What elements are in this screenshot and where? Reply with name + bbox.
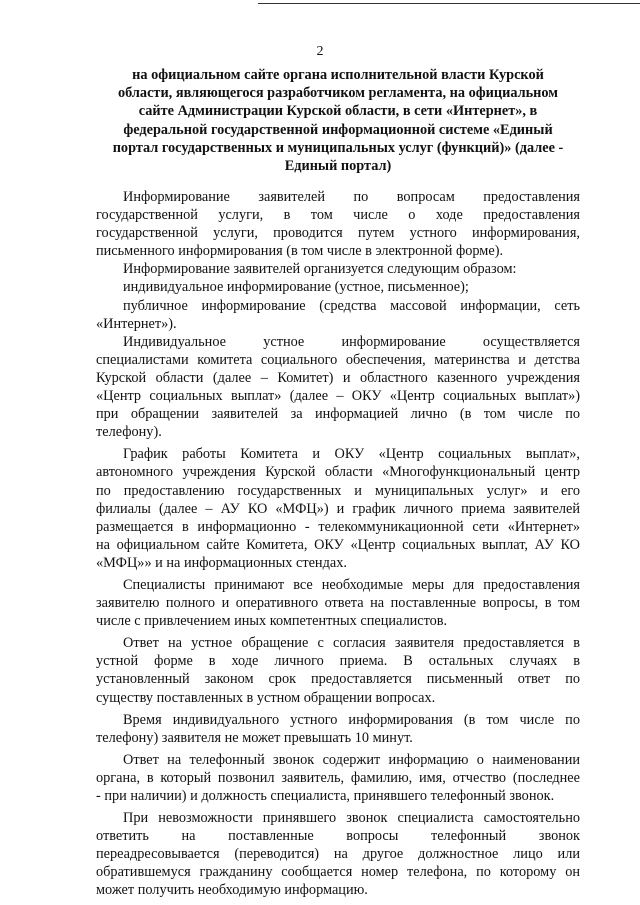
text-line: по предоставлению государственных и муниципальных услуг» и его (96, 482, 580, 499)
paragraph-individual-informing (96, 278, 580, 296)
text-line: График работы Комитета и ОКУ «Центр социальных выплат», (123, 446, 580, 463)
text-line: при обращении заявителей за информацией лично (в том числе по (96, 406, 580, 423)
text-line: Информирование заявителей организуется следующим образом: (123, 261, 517, 278)
heading-line: сайте Администрации Курской области, в сети «Интернет», в (138, 103, 538, 120)
text-line: автономного учреждения Курской области «Многофункциональный центр (96, 464, 580, 481)
text-line: на официальном сайте Комитета, ОКУ «Центр социальных выплат, АУ КО (96, 536, 580, 553)
section-heading (96, 66, 580, 175)
text-line: «МФЦ»» и на информационных стендах. (96, 554, 347, 571)
page-number: 2 (316, 44, 324, 59)
text-line: телефону) заявителя не может превышать 10 минут. (96, 729, 413, 746)
paragraph-work-schedule (96, 445, 580, 572)
text-line: При невозможности принявшего звонок специалиста самостоятельно (123, 810, 580, 827)
text-line: установленный законом срок предоставляется письменный ответ по (96, 671, 580, 688)
paragraph-call-redirect (96, 809, 580, 899)
text-line: - при наличии) и должность специалиста, принявшего телефонный звонок. (96, 788, 555, 804)
heading-line: портал государственных и муниципальных услуг (функций)» (далее - (112, 139, 564, 156)
text-line: Информирование заявителей по вопросам предоставления (123, 189, 580, 205)
text-line: устной форме в ходе личного приема. В остальных случаях в (96, 653, 580, 670)
paragraph-informing-organization (96, 260, 580, 278)
heading-line: Единый портал) (284, 158, 392, 175)
paragraph-oral-request-answer (96, 634, 580, 706)
text-line: Ответ на телефонный звонок содержит информацию о наименовании (123, 751, 580, 768)
text-line: государственной услуги, проводится путем устного информирования, (96, 225, 580, 242)
heading-line: на официальном сайте органа исполнительной власти Курской (132, 67, 544, 83)
text-line: индивидуальное информирование (устное, письменное); (123, 279, 469, 296)
text-line: Ответ на устное обращение с согласия заявителя предоставляется в (123, 635, 580, 652)
text-line: государственной услуги, в том числе о ходе предоставления (96, 207, 580, 224)
text-line: существу поставленных в устном обращении вопросах. (96, 689, 436, 706)
text-line: телефону). (96, 424, 162, 441)
top-rule (258, 3, 640, 4)
text-line: Курской области (далее – Комитет) и областного казенного учреждения (96, 369, 580, 386)
document-body (96, 188, 580, 900)
text-line: размещается в информационно - телекоммуникационной сети «Интернет» (96, 518, 580, 535)
text-line: заявителю полного и оперативного ответа на поставленные вопросы, в том (96, 595, 580, 612)
text-line: переадресовывается (переводится) на другое должностное лицо или (96, 846, 580, 863)
text-line: может получить необходимую информацию. (96, 882, 368, 899)
paragraph-public-informing (96, 297, 580, 333)
text-line: числе с привлечением иных компетентных специалистов. (96, 613, 448, 630)
text-line: Индивидуальное устное информирование осуществляется (123, 333, 580, 350)
text-line: публичное информирование (средства массовой информации, сеть (123, 297, 580, 314)
text-line: органа, в который позвонил заявитель, фамилию, имя, отчество (последнее (96, 769, 580, 786)
text-line: Специалисты принимают все необходимые меры для предоставления (123, 576, 580, 593)
text-line: Время индивидуального устного информирования (в том числе по (123, 711, 580, 728)
paragraph-specialists-measures (96, 576, 580, 630)
heading-line: федеральной государственной информационной системе «Единый (123, 121, 553, 138)
text-line: ответить на поставленные вопросы телефонный звонок (96, 828, 580, 845)
text-line: «Интернет»). (96, 315, 177, 332)
paragraph-informing-methods (96, 188, 580, 260)
heading-line: области, являющегося разработчиком регламента, на официальном (117, 85, 559, 102)
paragraph-oral-informing (96, 333, 580, 442)
text-line: специалистами комитета социального обеспечения, материнства и детства (96, 351, 580, 368)
paragraph-phone-answer (96, 751, 580, 805)
text-line: обратившемуся гражданину сообщается номер телефона, по которому он (96, 864, 580, 881)
paragraph-informing-time (96, 711, 580, 747)
text-line: письменного информирования (в том числе в электронной форме). (96, 243, 504, 260)
text-line: «Центр социальных выплат» (далее – ОКУ «Центр социальных выплат») (96, 388, 580, 405)
text-line: филиалы (далее – АУ КО «МФЦ») и график личного приема заявителей (96, 500, 580, 517)
